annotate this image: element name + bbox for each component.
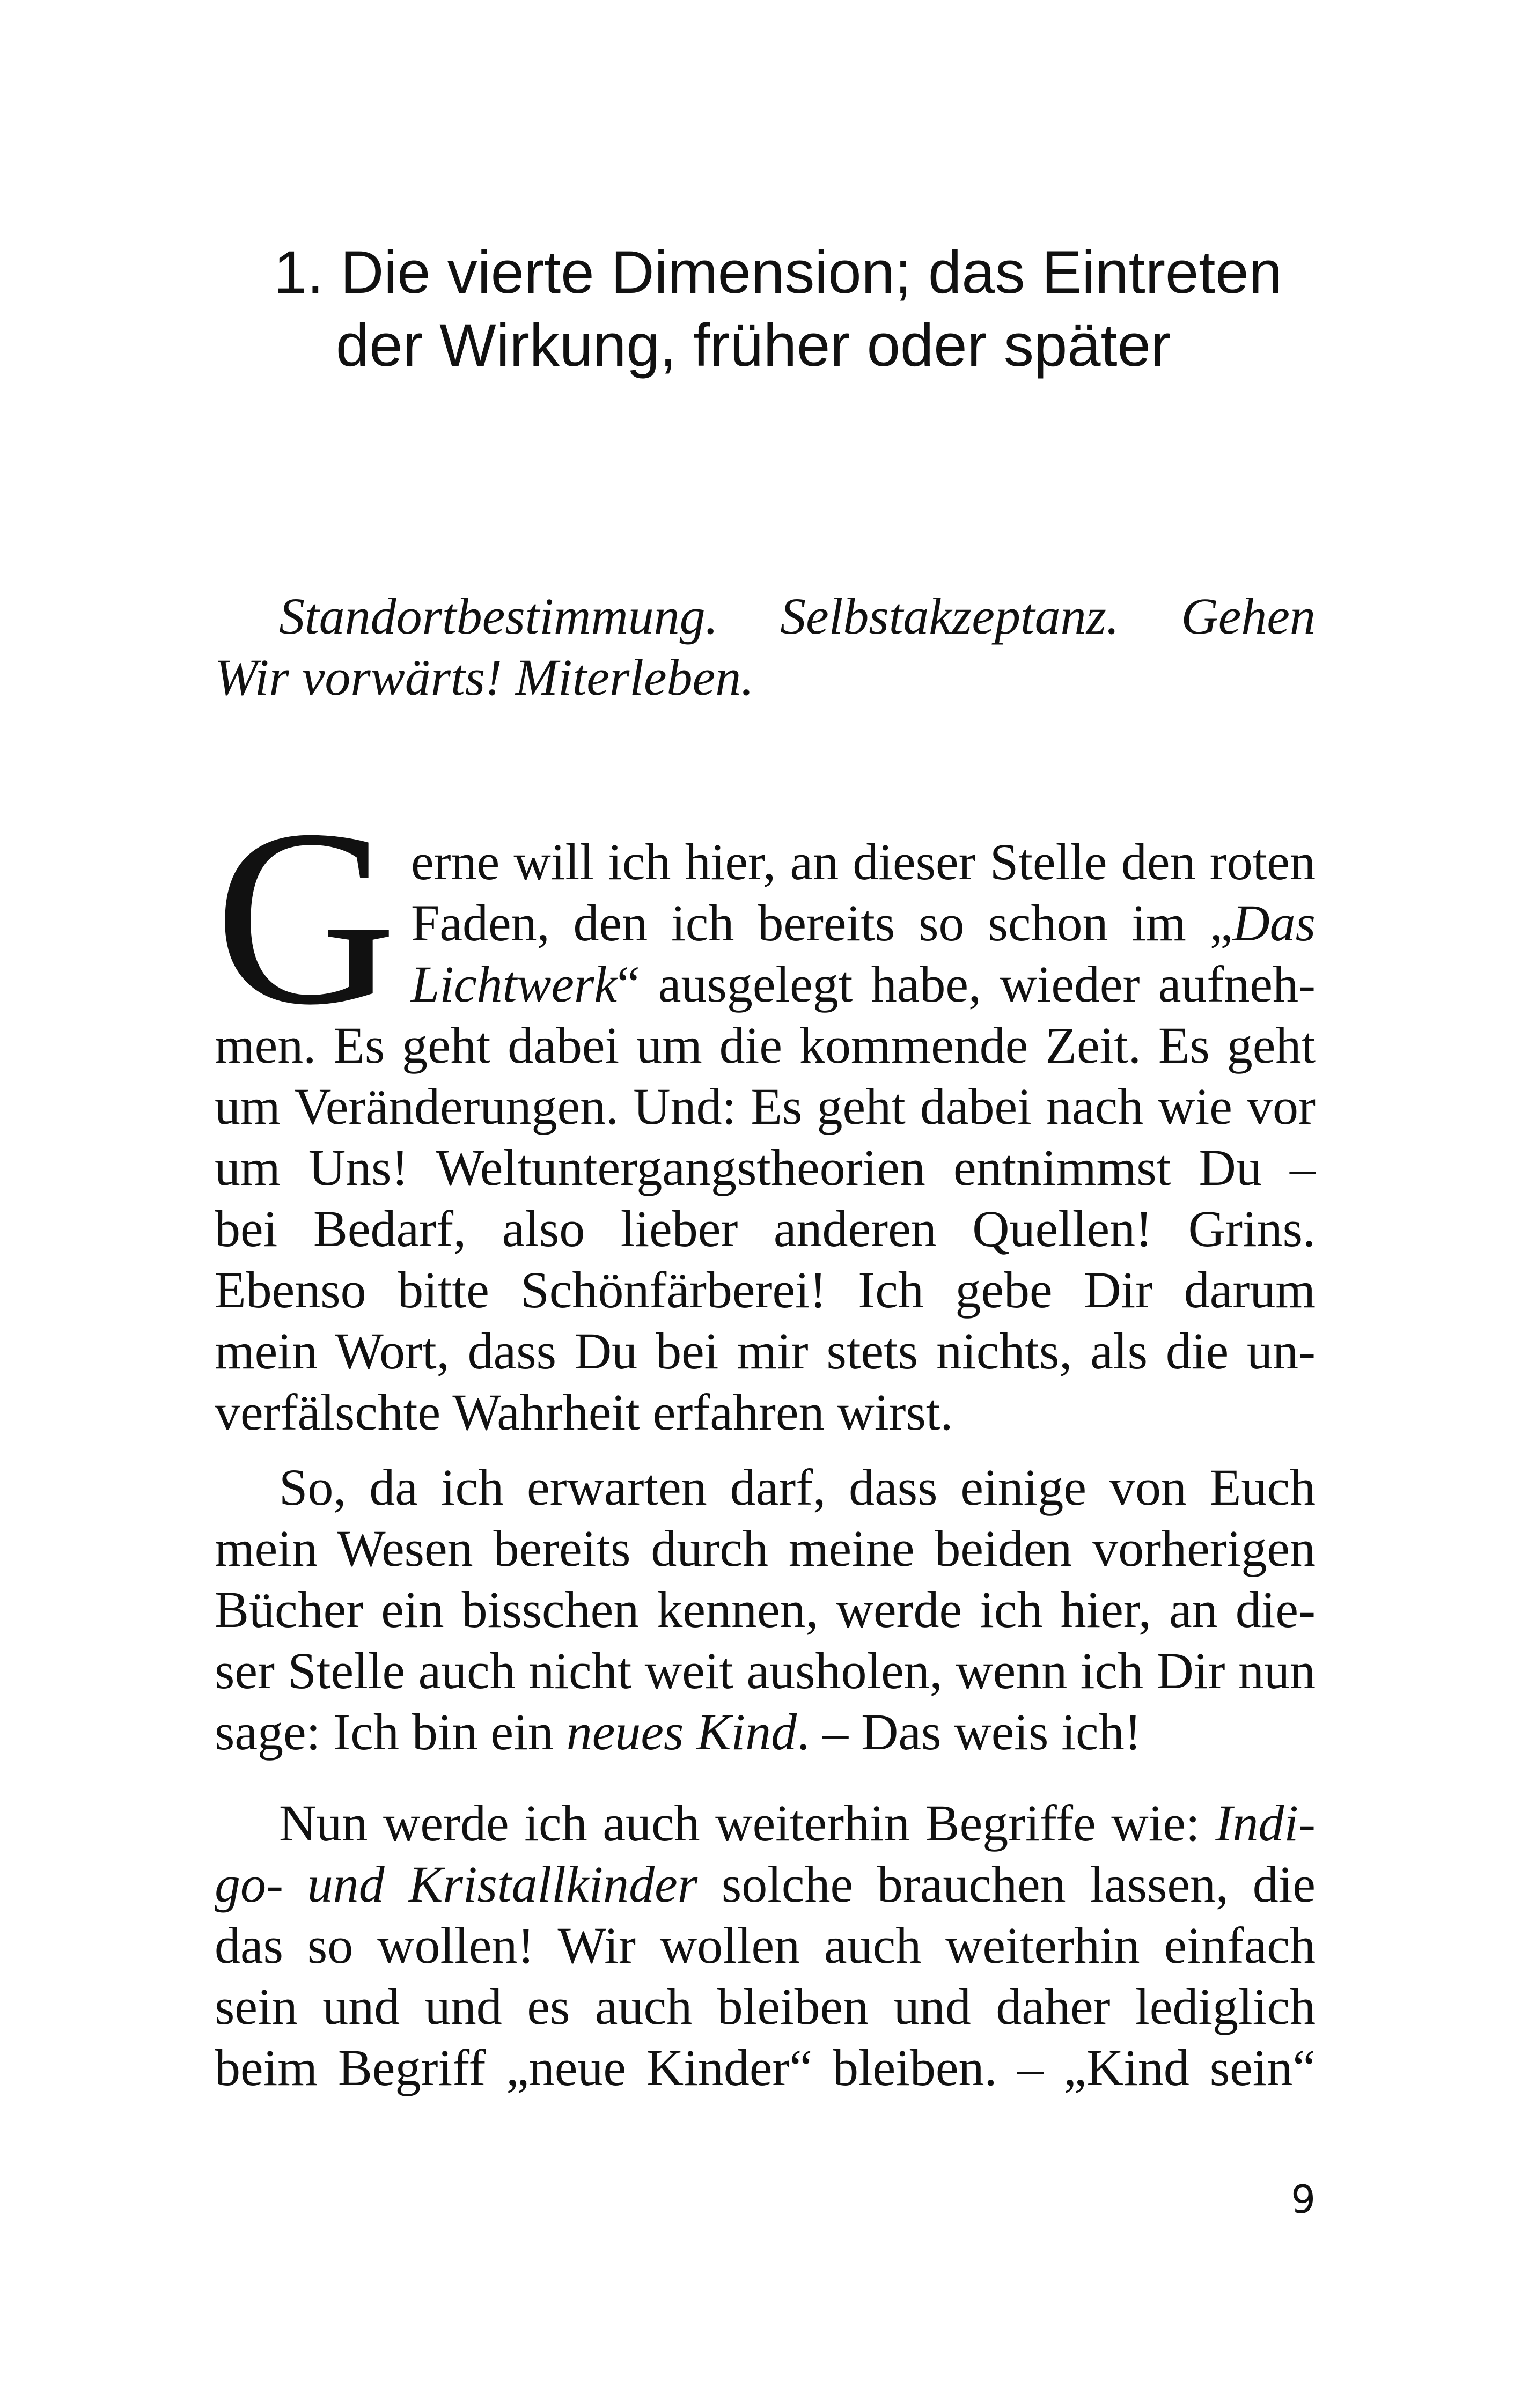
text-line bbox=[215, 1854, 1316, 1915]
text-line: sein und und es auch bleiben und daher lediglich bbox=[215, 1978, 1316, 2035]
text-line: erne will ich hier, an dieser Stelle den roten bbox=[411, 833, 1316, 890]
text-line bbox=[215, 954, 1316, 1015]
text-fragment: solche brauchen lassen, die bbox=[697, 1855, 1316, 1913]
text-line bbox=[215, 893, 1316, 954]
text-line: um Veränderungen. Und: Es geht dabei nach wie vor bbox=[215, 1078, 1316, 1135]
chapter-title-line: der Wirkung, früher oder später bbox=[336, 312, 1171, 379]
text-fragment: sage: Ich bin ein bbox=[215, 1703, 567, 1761]
text-line: Bücher ein bisschen kennen, werde ich hier, an die- bbox=[215, 1581, 1316, 1638]
text-fragment: Nun werde ich auch weiterhin Begriffe wie: bbox=[279, 1794, 1216, 1852]
epigraph bbox=[215, 586, 1316, 708]
text-fragment: “ ausgelegt habe, wieder aufneh- bbox=[616, 955, 1316, 1013]
text-fragment: . – Das weis ich! bbox=[797, 1703, 1142, 1761]
text-line: So, da ich erwarten darf, dass einige von Euch bbox=[279, 1459, 1316, 1516]
paragraph bbox=[215, 1457, 1316, 1763]
drop-cap: G bbox=[215, 777, 397, 1057]
text-line: men. Es geht dabei um die kommende Zeit. Es geht bbox=[215, 1017, 1316, 1074]
text-line bbox=[215, 1702, 1316, 1763]
text-line: beim Begriff „neue Kinder“ bleiben. – „Kind sein“ bbox=[215, 2039, 1316, 2096]
paragraph bbox=[215, 831, 1316, 1443]
chapter-title-line: 1. Die vierte Dimension; das Eintreten bbox=[274, 239, 1282, 306]
text-line: mein Wort, dass Du bei mir stets nichts, als die un- bbox=[215, 1322, 1316, 1380]
paragraph bbox=[215, 1793, 1316, 2098]
epigraph-line: Wir vorwärts! Miterleben. bbox=[215, 649, 754, 706]
emphasis: Indi- bbox=[1215, 1794, 1316, 1852]
text-line: das so wollen! Wir wollen auch weiterhin einfach bbox=[215, 1917, 1316, 1974]
text-line: mein Wesen bereits durch meine beiden vorherigen bbox=[215, 1520, 1316, 1577]
text-line: um Uns! Weltuntergangstheorien entnimmst Du – bbox=[215, 1139, 1316, 1196]
book-title-emphasis: Das bbox=[1232, 894, 1316, 952]
emphasis: go- und Kristallkinder bbox=[215, 1855, 698, 1913]
text-line: Ebenso bitte Schönfärberei! Ich gebe Dir darum bbox=[215, 1261, 1316, 1319]
text-line bbox=[215, 1793, 1316, 1854]
emphasis: neues Kind bbox=[566, 1703, 797, 1761]
text-line: ser Stelle auch nicht weit ausholen, wenn ich Dir nun bbox=[215, 1642, 1316, 1699]
text-line: bei Bedarf, also lieber anderen Quellen! Grins. bbox=[215, 1200, 1316, 1257]
page-number: 9 bbox=[1291, 2177, 1316, 2222]
chapter-title bbox=[274, 236, 1347, 382]
text-line: verfälschte Wahrheit erfahren wirst. bbox=[215, 1383, 953, 1441]
text-fragment: Faden, den ich bereits so schon im „ bbox=[411, 894, 1233, 952]
epigraph-line: Standortbestimmung. Selbstakzeptanz. Gehen bbox=[279, 587, 1316, 645]
book-title-emphasis: Lichtwerk bbox=[411, 955, 617, 1013]
